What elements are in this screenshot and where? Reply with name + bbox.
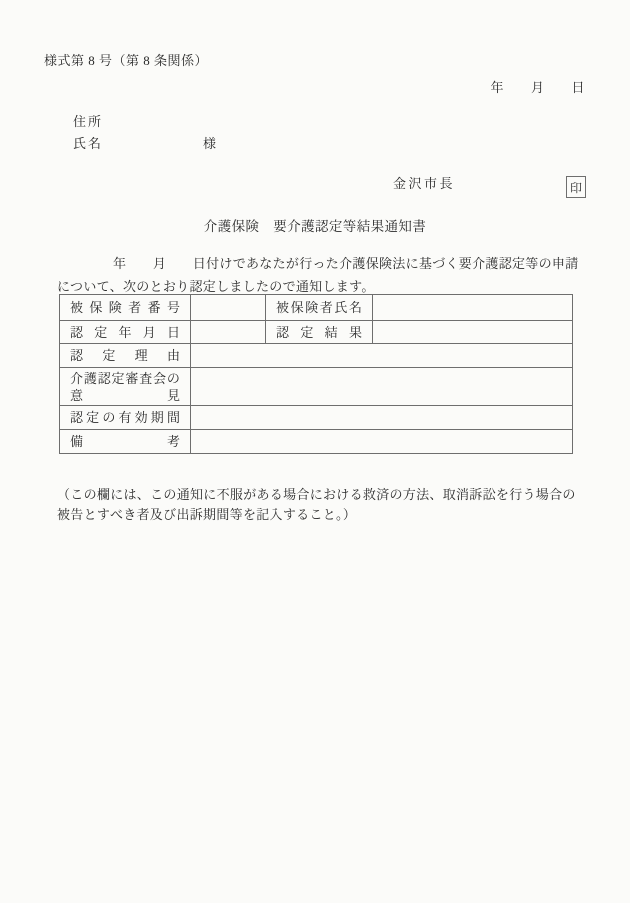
value-review-board-opinion-cell [191, 368, 573, 406]
result-table [59, 294, 573, 454]
recipient-name-row [73, 133, 216, 152]
appeal-note [57, 485, 576, 525]
table-row [60, 295, 573, 321]
body-line-1: 年 月 日付けであなたが行った介護保険法に基づく要介護認定等の申請 [113, 256, 579, 271]
table-row [60, 321, 573, 344]
document-title: 介護保険 要介護認定等結果通知書 [203, 219, 427, 234]
label-review-board-line2: 意 見 [70, 387, 180, 403]
label-certification-date: 認 定 年 月 日 [70, 324, 180, 340]
seal-box [566, 176, 586, 198]
label-insured-number: 被 保 険 者 番 号 [70, 300, 180, 315]
value-insured-number-cell [191, 295, 266, 321]
value-remarks-cell [191, 430, 573, 454]
appeal-note-line2: 被告とすべき者及び出訴期間等を記入すること。） [57, 507, 357, 522]
table-row [60, 430, 573, 454]
appeal-note-line1: （この欄には、この通知に不服がある場合における救済の方法、取消訴訟を行う場合の [57, 487, 576, 502]
form-number: 様式第 8 号（第 8 条関係） [44, 53, 209, 68]
issuer-title: 金沢市長 [393, 176, 456, 191]
seal-label: 印 [569, 180, 582, 195]
value-certification-reason-cell [191, 344, 573, 368]
value-insured-name-cell [373, 295, 573, 321]
label-insured-number-cell [60, 295, 191, 321]
address-label: 住所 [73, 114, 104, 129]
body-paragraph [57, 252, 579, 298]
label-certification-reason: 認 定 理 由 [70, 348, 180, 363]
body-line-2: について、次のとおり認定しましたので通知します。 [57, 279, 375, 294]
label-certification-date-cell [60, 321, 191, 344]
label-validity-period-cell [60, 406, 191, 430]
table-row [60, 368, 573, 406]
label-review-board-opinion-cell [60, 368, 191, 406]
value-certification-date-cell [191, 321, 266, 344]
label-remarks: 備 考 [70, 434, 180, 449]
label-insured-name-cell [266, 295, 373, 321]
label-insured-name: 被 保 険 者 氏 名 [276, 300, 362, 315]
label-certification-result-cell [266, 321, 373, 344]
value-validity-period-cell [191, 406, 573, 430]
label-review-board-line1: 介 護 認 定 審 査 会 の [70, 370, 180, 386]
label-validity-period: 認 定 の 有 効 期 間 [70, 410, 180, 425]
honorific-label: 様 [203, 136, 217, 151]
label-certification-result: 認 定 結 果 [276, 324, 362, 340]
value-certification-result-cell [373, 321, 573, 344]
issue-date-line: 年 月 日 [490, 80, 585, 95]
table-row [60, 344, 573, 368]
label-remarks-cell [60, 430, 191, 454]
label-certification-reason-cell [60, 344, 191, 368]
name-label: 氏名 [73, 136, 104, 151]
table-row [60, 406, 573, 430]
